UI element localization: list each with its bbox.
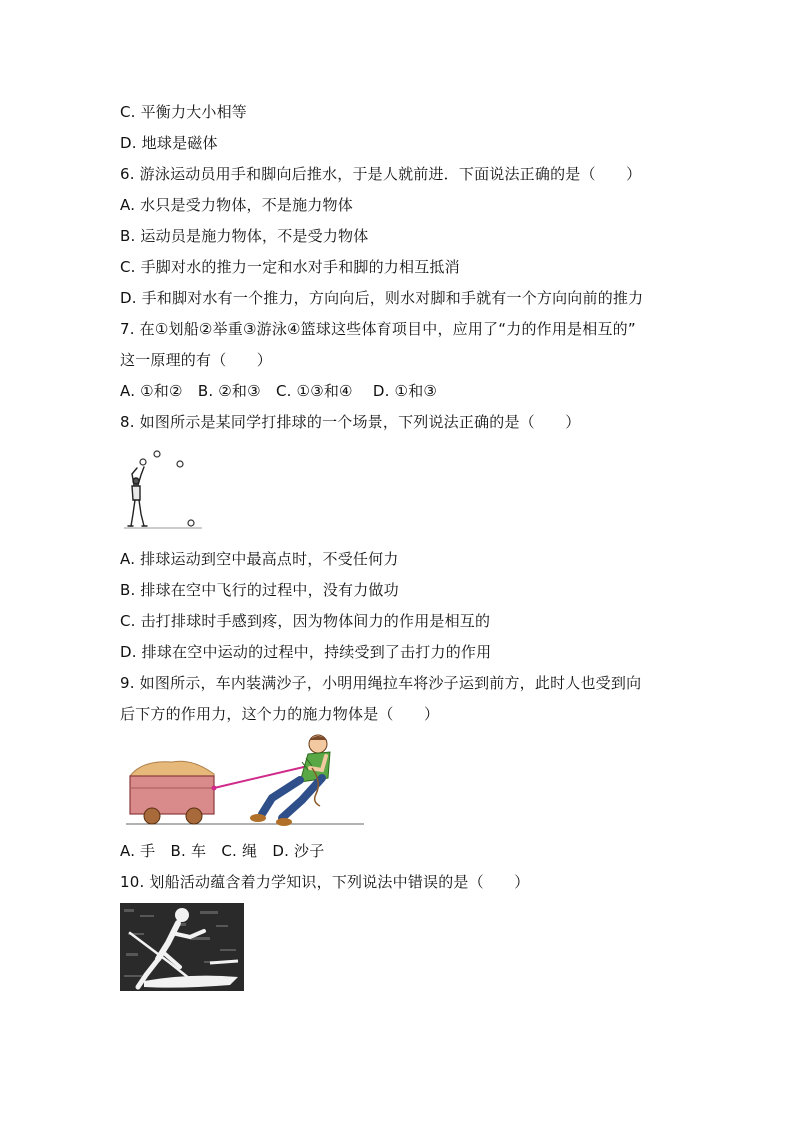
options-7: A. ①和② B. ②和③ C. ①③和④ D. ①和③ [120, 382, 438, 400]
option-8d: D. 排球在空中运动的过程中，持续受到了击打力的作用 [120, 643, 492, 661]
option-6b: B. 运动员是施力物体，不是受力物体 [120, 227, 369, 245]
sand-cart-figure [122, 732, 368, 832]
option-8b: B. 排球在空中飞行的过程中，没有力做功 [120, 581, 399, 599]
question-7-cont: 这一原理的有（ ） [120, 351, 273, 369]
rowing-figure [120, 903, 244, 991]
option-5d: D. 地球是磁体 [120, 134, 218, 152]
option-6a: A. 水只是受力物体，不是施力物体 [120, 196, 353, 214]
volleyball-figure [118, 448, 208, 532]
question-8: 8. 如图所示是某同学打排球的一个场景，下列说法正确的是（ ） [120, 413, 581, 431]
option-8c: C. 击打排球时手感到疼，因为物体间力的作用是相互的 [120, 612, 491, 630]
question-6: 6. 游泳运动员用手和脚向后推水，于是人就前进．下面说法正确的是（ ） [120, 165, 642, 183]
question-7: 7. 在①划船②举重③游泳④篮球这些体育项目中，应用了“力的作用是相互的” [120, 320, 636, 338]
option-6c: C. 手脚对水的推力一定和水对手和脚的力相互抵消 [120, 258, 460, 276]
question-9-cont: 后下方的作用力，这个力的施力物体是（ ） [120, 705, 440, 723]
option-5c: C. 平衡力大小相等 [120, 103, 248, 121]
option-6d: D. 手和脚对水有一个推力，方向向后，则水对脚和手就有一个方向向前的推力 [120, 289, 644, 307]
question-9: 9. 如图所示，车内装满沙子，小明用绳拉车将沙子运到前方，此时人也受到向 [120, 674, 642, 692]
question-10: 10. 划船活动蕴含着力学知识，下列说法中错误的是（ ） [120, 873, 530, 891]
options-9: A. 手 B. 车 C. 绳 D. 沙子 [120, 842, 325, 860]
option-8a: A. 排球运动到空中最高点时，不受任何力 [120, 550, 399, 568]
